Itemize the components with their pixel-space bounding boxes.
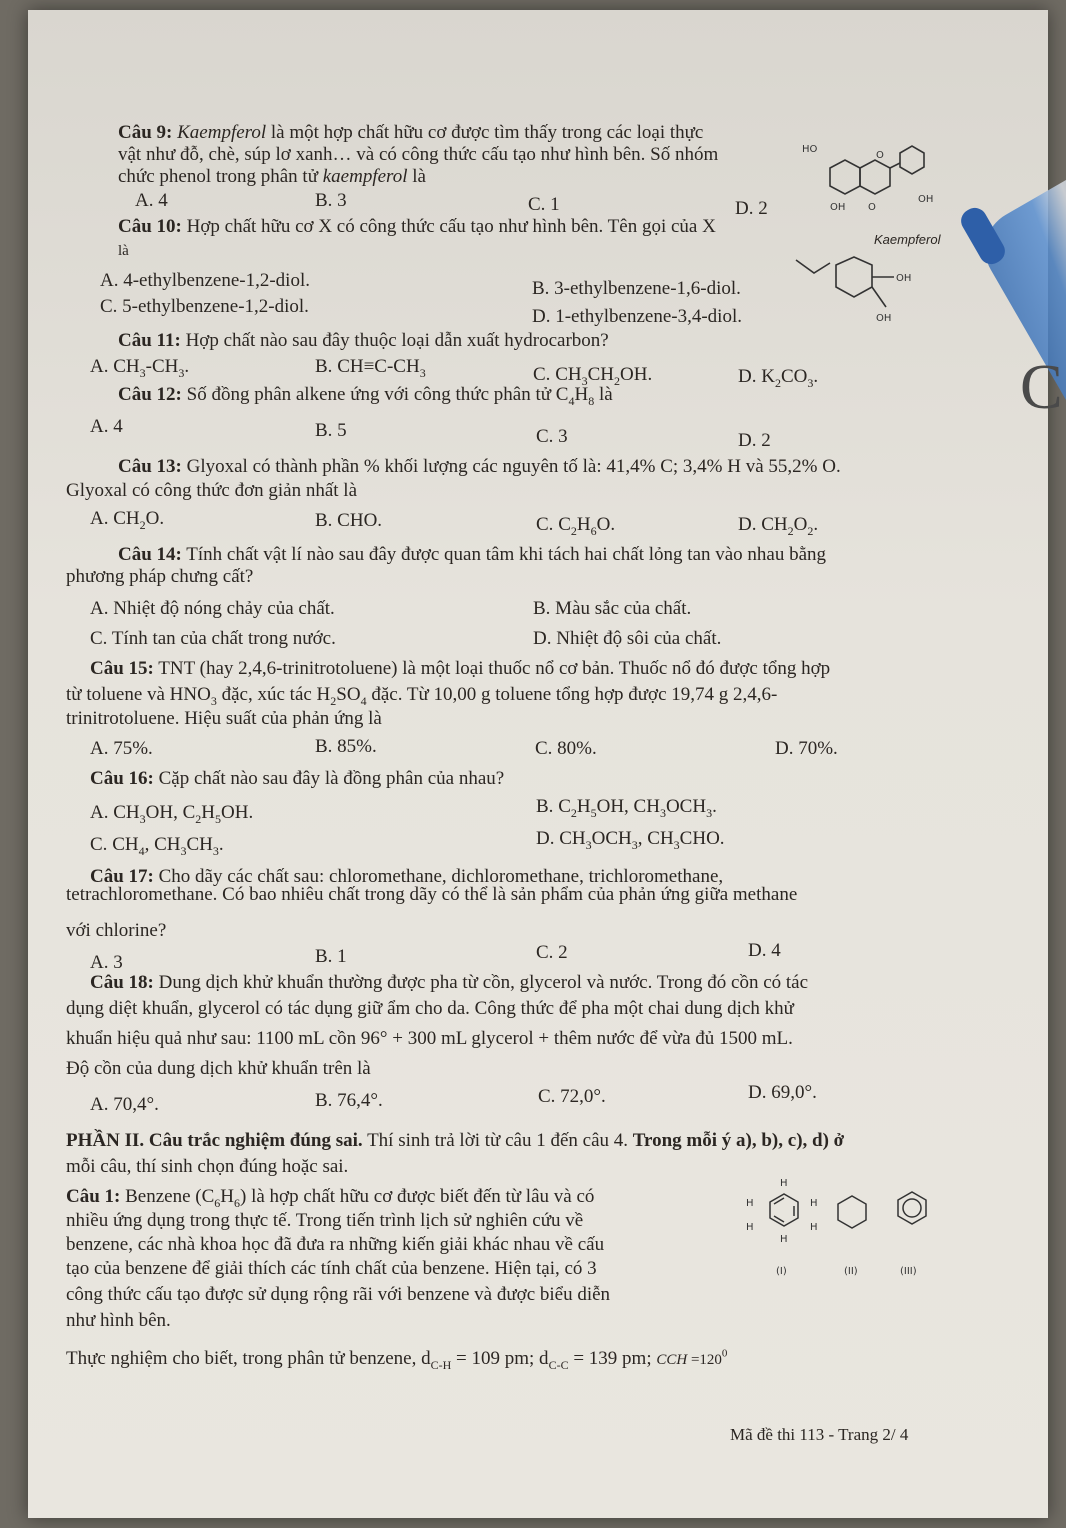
q11-line1: Câu 11: Hợp chất nào sau đây thuộc loại dẫn xuất hydrocarbon? xyxy=(118,330,609,351)
svg-text:(II): (II) xyxy=(844,1266,858,1277)
q17-line2: tetrachloromethane. Có bao nhiêu chất trong dãy có thể là sản phẩm của phản ứng giữa methane xyxy=(66,884,798,905)
svg-text:(I): (I) xyxy=(776,1266,787,1277)
kaempferol-structure xyxy=(790,138,950,218)
p2q1-line2: nhiều ứng dụng trong thực tế. Trong tiến trình lịch sử nghiên cứu về xyxy=(66,1210,584,1231)
p2q1-line3: benzene, các nhà khoa học đã đưa ra những kiến giải khác nhau về cấu xyxy=(66,1234,605,1255)
svg-text:H: H xyxy=(746,1222,754,1233)
q16-option-d[interactable]: D. $CH_3OCH_3$, $CH_3CHO$. xyxy=(536,828,725,852)
svg-text:HO: HO xyxy=(802,144,818,155)
svg-text:H: H xyxy=(810,1198,818,1209)
svg-text:H: H xyxy=(780,1234,788,1245)
q14-line1: Câu 14: Tính chất vật lí nào sau đây được quan tâm khi tách hai chất lỏng tan vào nhau bằng xyxy=(118,544,827,565)
q15-option-c[interactable]: C. 80%. xyxy=(535,738,597,759)
q13-option-a[interactable]: A. $CH_2O$. xyxy=(90,508,165,532)
q16-option-c[interactable]: C. $CH_4$, $CH_3CH_3$. xyxy=(90,834,224,858)
svg-text:O: O xyxy=(868,202,876,213)
page-footer: Mã đề thi 113 - Trang 2/ 4 xyxy=(730,1425,909,1444)
kaempferol-caption: Kaempferol xyxy=(874,232,941,247)
p2q1-line4: tạo của benzene để giải thích các tính chất của benzene. Hiện tại, có 3 xyxy=(66,1258,597,1279)
q15-line2: từ toluene và $HNO_3$ đặc, xúc tác $H_2SO_4$ đặc. Từ 10,00 g toluene tổng hợp được 19,74 g 2,4,6- xyxy=(66,684,778,708)
q10-option-d[interactable]: D. 1-ethylbenzene-3,4-diol. xyxy=(532,306,742,327)
p2q1-line1: Câu 1: Benzene $(C_6H_6)$ là hợp chất hữu cơ được biết đến từ lâu và có xyxy=(66,1186,595,1210)
q18-line3: khuẩn hiệu quả như sau: 1100 mL cồn 96° + 300 mL glycerol + thêm nước để vừa đủ 1500 mL. xyxy=(66,1028,793,1049)
q15-line1: Câu 15: TNT (hay 2,4,6-trinitrotoluene) là một loại thuốc nổ cơ bản. Thuốc nổ đó được tổng hợp xyxy=(90,658,831,679)
q11-option-d[interactable]: D. $K_2CO_3$. xyxy=(738,366,819,390)
q15-line3: trinitrotoluene. Hiệu suất của phản ứng là xyxy=(66,708,382,729)
q9-option-a[interactable]: A. 4 xyxy=(135,190,168,211)
q15-option-d[interactable]: D. 70%. xyxy=(775,738,838,759)
part2-heading: PHẦN II. Câu trắc nghiệm đúng sai. Thí sinh trả lời từ câu 1 đến câu 4. Trong mỗi ý a), b), c), d) ở xyxy=(66,1130,845,1151)
q9-option-b[interactable]: B. 3 xyxy=(315,190,347,211)
q17-option-d[interactable]: D. 4 xyxy=(748,940,781,961)
q13-option-b[interactable]: B. CHO. xyxy=(315,510,383,531)
benzene-structures xyxy=(740,1178,940,1288)
q16-line1: Câu 16: Cặp chất nào sau đây là đồng phân của nhau? xyxy=(90,768,505,789)
part2-heading-line2: mỗi câu, thí sinh chọn đúng hoặc sai. xyxy=(66,1156,349,1177)
q17-option-a[interactable]: A. 3 xyxy=(90,952,123,973)
q13-option-d[interactable]: D. $CH_2O_2$. xyxy=(738,514,819,538)
q16-option-a[interactable]: A. $CH_3OH$, $C_2H_5OH$. xyxy=(90,802,254,826)
q10-line1: Câu 10: Hợp chất hữu cơ X có công thức cấu tạo như hình bên. Tên gọi của X xyxy=(118,216,716,237)
q15-option-b[interactable]: B. 85%. xyxy=(315,736,377,757)
q18-option-c[interactable]: C. 72,0°. xyxy=(538,1086,606,1107)
q13-line1: Câu 13: Glyoxal có thành phần % khối lượng các nguyên tố là: 41,4% C; 3,4% H và 55,2% O. xyxy=(118,456,841,477)
svg-text:H: H xyxy=(746,1198,754,1209)
q14-option-b[interactable]: B. Màu sắc của chất. xyxy=(533,598,692,619)
q10-line2: là xyxy=(118,243,129,259)
q17-option-c[interactable]: C. 2 xyxy=(536,942,568,963)
q18-line2: dụng diệt khuẩn, glycerol có tác dụng giữ ẩm cho da. Công thức để pha một chai dung dịch khử xyxy=(66,998,794,1019)
q14-line2: phương pháp chưng cất? xyxy=(66,566,254,587)
svg-text:OH: OH xyxy=(896,273,912,284)
q17-line1: Câu 17: Cho dãy các chất sau: chloromethane, dichloromethane, trichloromethane, xyxy=(90,866,724,887)
svg-text:OH: OH xyxy=(918,194,934,205)
q15-option-a[interactable]: A. 75%. xyxy=(90,738,153,759)
svg-text:OH: OH xyxy=(830,202,846,213)
p2q1-line5: công thức cấu tạo được sử dụng rộng rãi với benzene và được biểu diễn xyxy=(66,1284,611,1305)
svg-text:H: H xyxy=(810,1222,818,1233)
q18-line4: Độ cồn của dung dịch khử khuẩn trên là xyxy=(66,1058,371,1079)
q18-line1: Câu 18: Dung dịch khử khuẩn thường được pha từ cồn, glycerol và nước. Trong đó cồn có tác xyxy=(90,972,809,993)
q13-option-c[interactable]: C. $C_2H_6O$. xyxy=(536,514,616,538)
q12-option-a[interactable]: A. 4 xyxy=(90,416,123,437)
ethylbenzenediol-structure xyxy=(796,255,946,330)
q9-option-d[interactable]: D. 2 xyxy=(735,198,768,219)
q10-option-a[interactable]: A. 4-ethylbenzene-1,2-diol. xyxy=(100,270,310,291)
q9-line3: chức phenol trong phân tử kaempferol là xyxy=(118,166,426,187)
q9-line1: Câu 9: Kaempferol là một hợp chất hữu cơ được tìm thấy trong các loại thực xyxy=(118,122,704,143)
q14-option-d[interactable]: D. Nhiệt độ sôi của chất. xyxy=(533,628,722,649)
q14-option-a[interactable]: A. Nhiệt độ nóng chảy của chất. xyxy=(90,598,335,619)
svg-text:(III): (III) xyxy=(900,1266,917,1277)
q10-option-b[interactable]: B. 3-ethylbenzene-1,6-diol. xyxy=(532,278,741,299)
q11-option-b[interactable]: B. $CH\equiv C-CH_3$ xyxy=(315,356,426,380)
q13-line2: Glyoxal có công thức đơn giản nhất là xyxy=(66,480,358,501)
q17-line3: với chlorine? xyxy=(66,920,167,941)
q12-option-c[interactable]: C. 3 xyxy=(536,426,568,447)
q12-option-d[interactable]: D. 2 xyxy=(738,430,771,451)
q17-option-b[interactable]: B. 1 xyxy=(315,946,347,967)
q18-option-d[interactable]: D. 69,0°. xyxy=(748,1082,817,1103)
q12-line1: Câu 12: Số đồng phân alkene ứng với công thức phân tử $C_4H_8$ là xyxy=(118,384,613,408)
q14-option-c[interactable]: C. Tính tan của chất trong nước. xyxy=(90,628,336,649)
q9-option-c[interactable]: C. 1 xyxy=(528,194,560,215)
p2q1-line7: Thực nghiệm cho biết, trong phân tử benzene, $d_{C-H} = 109$ pm; $d_{C-C} = 139$ pm; CCH $=120^0$ xyxy=(66,1347,728,1372)
q10-option-c[interactable]: C. 5-ethylbenzene-1,2-diol. xyxy=(100,296,309,317)
q18-option-b[interactable]: B. 76,4°. xyxy=(315,1090,383,1111)
svg-text:OH: OH xyxy=(876,313,892,324)
q11-option-c[interactable]: C. $CH_3CH_2OH$. xyxy=(533,364,653,388)
svg-text:O: O xyxy=(876,150,884,161)
q12-option-b[interactable]: B. 5 xyxy=(315,420,347,441)
q18-option-a[interactable]: A. 70,4°. xyxy=(90,1094,159,1115)
q9-line2: vật như đỗ, chè, súp lơ xanh… và có công thức cấu tạo như hình bên. Số nhóm xyxy=(118,144,719,165)
margin-scribble: C xyxy=(1020,351,1063,422)
q11-option-a[interactable]: A. $CH_3-CH_3$. xyxy=(90,356,190,380)
p2q1-line6: như hình bên. xyxy=(66,1310,171,1331)
q16-option-b[interactable]: B. $C_2H_5OH$, $CH_3OCH_3$. xyxy=(536,796,717,820)
svg-text:H: H xyxy=(780,1178,788,1189)
